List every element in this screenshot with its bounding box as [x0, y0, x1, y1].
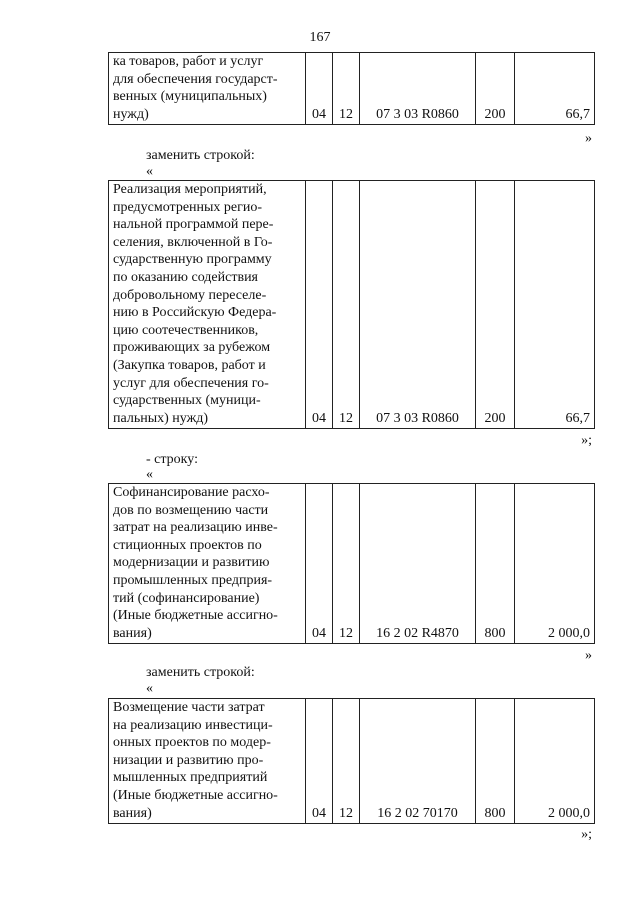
instruction-row-label: - строку: [146, 452, 198, 467]
name-line: сударственную программу [113, 252, 272, 268]
row-name-cell [109, 181, 306, 429]
budget-row-table-2 [108, 180, 595, 429]
expense-type-cell: 800 [476, 484, 515, 644]
name-line: затрат на реализацию инве- [113, 520, 278, 536]
name-line: стиционных проектов по [113, 537, 262, 553]
name-line: онных проектов по модер- [113, 735, 271, 751]
closing-quote: »; [581, 827, 592, 842]
name-line: нию в Российскую Федера- [113, 305, 277, 321]
closing-quote: »; [581, 433, 592, 448]
name-line: модернизации и развитию [113, 555, 270, 571]
subsection-code-cell: 12 [333, 699, 360, 824]
opening-quote: « [146, 467, 153, 482]
amount-cell: 2 000,0 [515, 484, 595, 644]
name-line: вания) [113, 625, 152, 641]
name-line: по оказанию содействия [113, 269, 258, 285]
name-line: тий (софинансирование) [113, 590, 260, 606]
name-line: Возмещение части затрат [113, 700, 265, 715]
table-row [109, 699, 595, 824]
name-line: нужд) [113, 106, 149, 122]
row-name-cell [109, 53, 306, 125]
page-number: 167 [309, 30, 331, 45]
closing-quote: » [585, 131, 592, 146]
name-line: сударственных (муници- [113, 393, 261, 409]
name-line: низации и развитию про- [113, 752, 264, 768]
name-line: дов по возмещению части [113, 502, 269, 518]
opening-quote: « [146, 164, 153, 179]
budget-row-table-3 [108, 483, 595, 644]
table-row [109, 484, 595, 644]
target-article-cell: 16 2 02 R4870 [360, 484, 476, 644]
target-article-cell: 16 2 02 70170 [360, 699, 476, 824]
closing-quote: » [585, 648, 592, 663]
expense-type-cell: 200 [476, 53, 515, 125]
expense-type-cell: 200 [476, 181, 515, 429]
table-row [109, 53, 595, 125]
name-line: предусмотренных регио- [113, 199, 263, 215]
name-line: мышленных предприятий [113, 770, 268, 786]
name-line: венных (муниципальных) [113, 89, 267, 105]
row-name-cell [109, 484, 306, 644]
target-article-cell: 07 3 03 R0860 [360, 53, 476, 125]
name-line: (Иные бюджетные ассигно- [113, 608, 278, 624]
section-code-cell: 04 [306, 484, 333, 644]
section-code-cell: 04 [306, 53, 333, 125]
section-code-cell: 04 [306, 699, 333, 824]
name-line: проживающих за рубежом [113, 340, 271, 356]
amount-cell: 66,7 [515, 181, 595, 429]
section-code-cell: 04 [306, 181, 333, 429]
table-row [109, 181, 595, 429]
name-line: на реализацию инвестици- [113, 717, 273, 733]
name-line: услуг для обеспечения го- [113, 375, 269, 391]
name-line: (Иные бюджетные ассигно- [113, 787, 278, 803]
name-line: для обеспечения государст- [113, 71, 278, 87]
name-line: Реализация мероприятий, [113, 182, 267, 197]
instruction-replace: заменить строкой: [146, 148, 255, 163]
subsection-code-cell: 12 [333, 181, 360, 429]
name-line: добровольному переселе- [113, 287, 267, 303]
subsection-code-cell: 12 [333, 53, 360, 125]
name-line: цию соотечественников, [113, 322, 259, 338]
name-line: пальных) нужд) [113, 410, 209, 426]
target-article-cell: 07 3 03 R0860 [360, 181, 476, 429]
name-line: ка товаров, работ и услуг [113, 54, 264, 69]
name-line: селения, включенной в Го- [113, 234, 273, 250]
instruction-replace: заменить строкой: [146, 665, 255, 680]
name-line: промышленных предприя- [113, 572, 273, 588]
name-line: (Закупка товаров, работ и [113, 357, 266, 373]
subsection-code-cell: 12 [333, 484, 360, 644]
amount-cell: 66,7 [515, 53, 595, 125]
name-line: вания) [113, 805, 152, 821]
budget-row-table-4 [108, 698, 595, 824]
name-line: нальной программой пере- [113, 217, 274, 233]
opening-quote: « [146, 681, 153, 696]
name-line: Софинансирование расхо- [113, 485, 270, 500]
expense-type-cell: 800 [476, 699, 515, 824]
row-name-cell [109, 699, 306, 824]
amount-cell: 2 000,0 [515, 699, 595, 824]
budget-row-table-1 [108, 52, 595, 125]
